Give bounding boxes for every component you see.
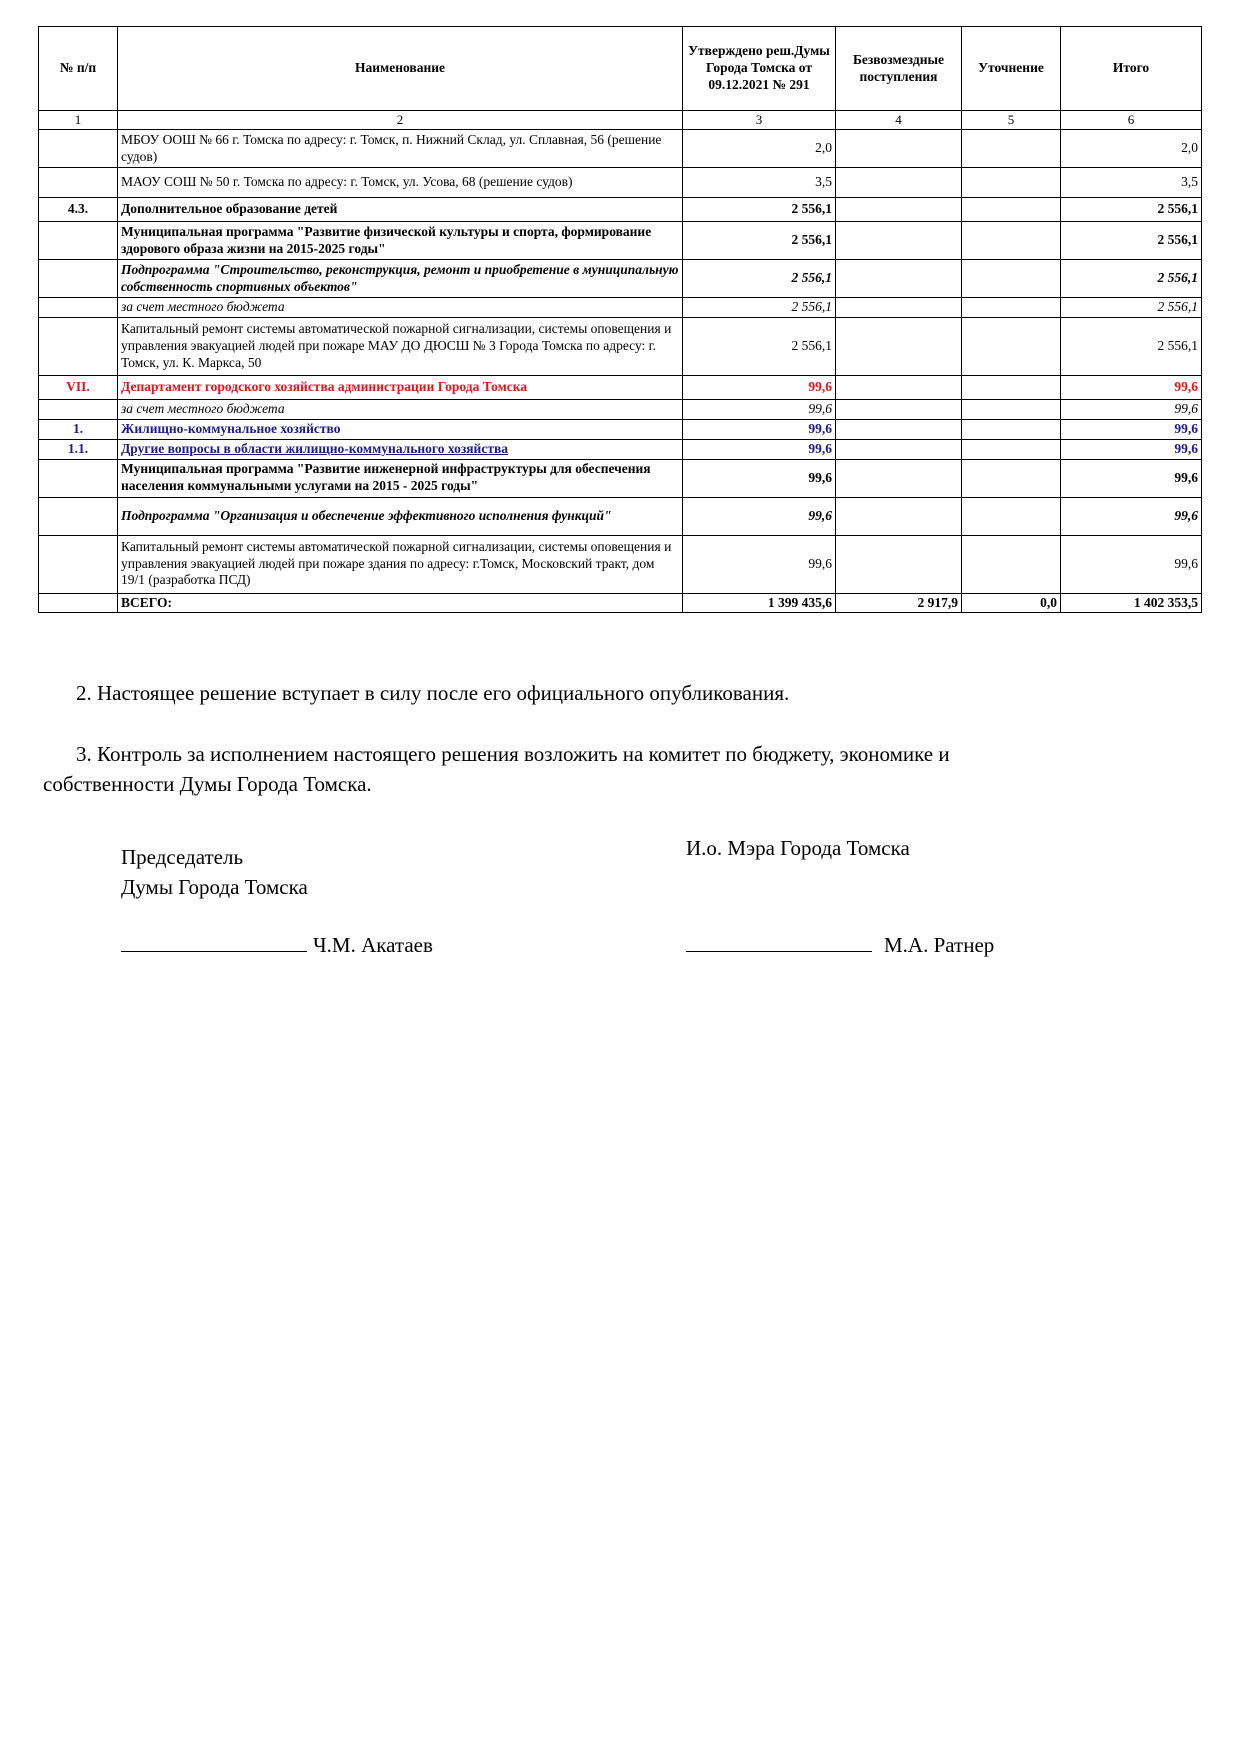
header-grants: Безвозмездные поступления (836, 27, 962, 111)
row-approved: 99,6 (683, 419, 836, 439)
row-clarification (962, 198, 1061, 222)
row-grants (836, 399, 962, 419)
header-row (39, 27, 1202, 111)
row-num: VII. (39, 375, 118, 399)
row-clarification (962, 222, 1061, 260)
row-total: 1 402 353,5 (1061, 593, 1202, 613)
row-total: 99,6 (1061, 497, 1202, 535)
right-signatory-title: И.о. Мэра Города Томска (686, 836, 910, 860)
row-clarification (962, 399, 1061, 419)
row-approved: 2 556,1 (683, 198, 836, 222)
row-num (39, 459, 118, 497)
column-number: 2 (118, 111, 683, 130)
row-name: Капитальный ремонт системы автоматической пожарной сигнализации, системы оповещения и управления эвакуацией людей при пожаре МАУ ДО ДЮСШ № 3 Города Томска по адресу: г. Томск, ул. К. Маркса, 50 (118, 317, 683, 375)
table-row (39, 535, 1202, 593)
row-total: 2 556,1 (1061, 198, 1202, 222)
row-grants (836, 130, 962, 168)
left-signature-block (121, 929, 433, 960)
row-clarification (962, 419, 1061, 439)
row-name: ВСЕГО: (118, 593, 683, 613)
row-total: 99,6 (1061, 419, 1202, 439)
left-signatory-title (121, 842, 308, 902)
row-num (39, 222, 118, 260)
row-approved: 2,0 (683, 130, 836, 168)
header-clarification: Уточнение (962, 27, 1061, 111)
row-total: 2 556,1 (1061, 298, 1202, 318)
row-num (39, 168, 118, 198)
row-num (39, 497, 118, 535)
row-total: 2,0 (1061, 130, 1202, 168)
header-total: Итого (1061, 27, 1202, 111)
right-signature-block (686, 929, 994, 960)
row-num: 1.1. (39, 439, 118, 459)
row-approved: 3,5 (683, 168, 836, 198)
row-name: Муниципальная программа "Развитие физической культуры и спорта, формирование здорового образа жизни на 2015-2025 годы" (118, 222, 683, 260)
paragraph-2: 2. Настоящее решение вступает в силу после его официального опубликования. (76, 681, 790, 705)
row-grants (836, 419, 962, 439)
row-clarification: 0,0 (962, 593, 1061, 613)
table-row-total (39, 593, 1202, 613)
left-signatory-title-line-1: Председатель (121, 845, 244, 869)
table-row (39, 198, 1202, 222)
row-approved: 2 556,1 (683, 317, 836, 375)
row-total: 99,6 (1061, 439, 1202, 459)
row-num (39, 130, 118, 168)
table-row (39, 459, 1202, 497)
table-row (39, 375, 1202, 399)
row-clarification (962, 260, 1061, 298)
table-row (39, 317, 1202, 375)
header-name: Наименование (118, 27, 683, 111)
row-name: Подпрограмма "Строительство, реконструкция, ремонт и приобретение в муниципальную собственность спортивных объектов" (118, 260, 683, 298)
row-grants (836, 198, 962, 222)
row-num: 1. (39, 419, 118, 439)
row-grants (836, 260, 962, 298)
row-grants: 2 917,9 (836, 593, 962, 613)
row-approved: 99,6 (683, 459, 836, 497)
row-num (39, 593, 118, 613)
right-signature-line (686, 929, 872, 952)
table-row (39, 439, 1202, 459)
row-approved: 99,6 (683, 497, 836, 535)
table-row (39, 497, 1202, 535)
row-clarification (962, 497, 1061, 535)
row-total: 99,6 (1061, 375, 1202, 399)
row-grants (836, 317, 962, 375)
row-total: 2 556,1 (1061, 222, 1202, 260)
row-clarification (962, 168, 1061, 198)
row-grants (836, 375, 962, 399)
column-number: 5 (962, 111, 1061, 130)
budget-table (38, 26, 1202, 613)
row-num: 4.3. (39, 198, 118, 222)
row-grants (836, 168, 962, 198)
paragraph-3-line-2: собственности Думы Города Томска. (43, 772, 372, 796)
row-clarification (962, 375, 1061, 399)
table-row (39, 419, 1202, 439)
row-num (39, 535, 118, 593)
row-total: 2 556,1 (1061, 317, 1202, 375)
row-name: Департамент городского хозяйства администрации Города Томска (118, 375, 683, 399)
row-name: Муниципальная программа "Развитие инженерной инфраструктуры для обеспечения населения коммунальными услугами на 2015 - 2025 годы" (118, 459, 683, 497)
row-total: 3,5 (1061, 168, 1202, 198)
table-row (39, 130, 1202, 168)
row-approved: 2 556,1 (683, 222, 836, 260)
header-approved: Утверждено реш.Думы Города Томска от 09.12.2021 № 291 (683, 27, 836, 111)
column-number-row (39, 111, 1202, 130)
row-grants (836, 459, 962, 497)
row-clarification (962, 317, 1061, 375)
row-approved: 1 399 435,6 (683, 593, 836, 613)
paragraph-3-line-1: 3. Контроль за исполнением настоящего решения возложить на комитет по бюджету, экономике и (76, 742, 950, 766)
column-number: 4 (836, 111, 962, 130)
left-signatory-name: Ч.М. Акатаев (313, 933, 433, 957)
row-clarification (962, 298, 1061, 318)
row-clarification (962, 130, 1061, 168)
row-name: за счет местного бюджета (118, 399, 683, 419)
row-total: 99,6 (1061, 459, 1202, 497)
row-clarification (962, 439, 1061, 459)
row-total: 2 556,1 (1061, 260, 1202, 298)
row-name: Другие вопросы в области жилищно-коммунального хозяйства (118, 439, 683, 459)
table-row (39, 168, 1202, 198)
row-grants (836, 439, 962, 459)
row-name: за счет местного бюджета (118, 298, 683, 318)
column-number: 3 (683, 111, 836, 130)
left-signature-line (121, 929, 307, 952)
table-row (39, 399, 1202, 419)
table-row (39, 298, 1202, 318)
row-grants (836, 497, 962, 535)
row-approved: 2 556,1 (683, 298, 836, 318)
row-grants (836, 535, 962, 593)
row-approved: 99,6 (683, 535, 836, 593)
row-grants (836, 222, 962, 260)
row-name: МАОУ СОШ № 50 г. Томска по адресу: г. Томск, ул. Усова, 68 (решение судов) (118, 168, 683, 198)
row-approved: 99,6 (683, 399, 836, 419)
row-total: 99,6 (1061, 399, 1202, 419)
row-total: 99,6 (1061, 535, 1202, 593)
row-clarification (962, 459, 1061, 497)
row-clarification (962, 535, 1061, 593)
right-signatory-name: М.А. Ратнер (884, 933, 995, 957)
row-num (39, 399, 118, 419)
header-num: № п/п (39, 27, 118, 111)
table-row (39, 260, 1202, 298)
row-name: Дополнительное образование детей (118, 198, 683, 222)
row-name: Подпрограмма "Организация и обеспечение эффективного исполнения функций" (118, 497, 683, 535)
row-num (39, 298, 118, 318)
table-row (39, 222, 1202, 260)
row-num (39, 317, 118, 375)
row-num (39, 260, 118, 298)
row-grants (836, 298, 962, 318)
row-approved: 99,6 (683, 375, 836, 399)
left-signatory-title-line-2: Думы Города Томска (121, 875, 308, 899)
row-name: МБОУ ООШ № 66 г. Томска по адресу: г. Томск, п. Нижний Склад, ул. Сплавная, 56 (решение судов) (118, 130, 683, 168)
column-number: 6 (1061, 111, 1202, 130)
row-name: Капитальный ремонт системы автоматической пожарной сигнализации, системы оповещения и управления эвакуацией людей при пожаре здания по адресу: г.Томск, Московский тракт, дом 19/1 (разработка ПСД) (118, 535, 683, 593)
row-name: Жилищно-коммунальное хозяйство (118, 419, 683, 439)
row-approved: 2 556,1 (683, 260, 836, 298)
column-number: 1 (39, 111, 118, 130)
row-approved: 99,6 (683, 439, 836, 459)
